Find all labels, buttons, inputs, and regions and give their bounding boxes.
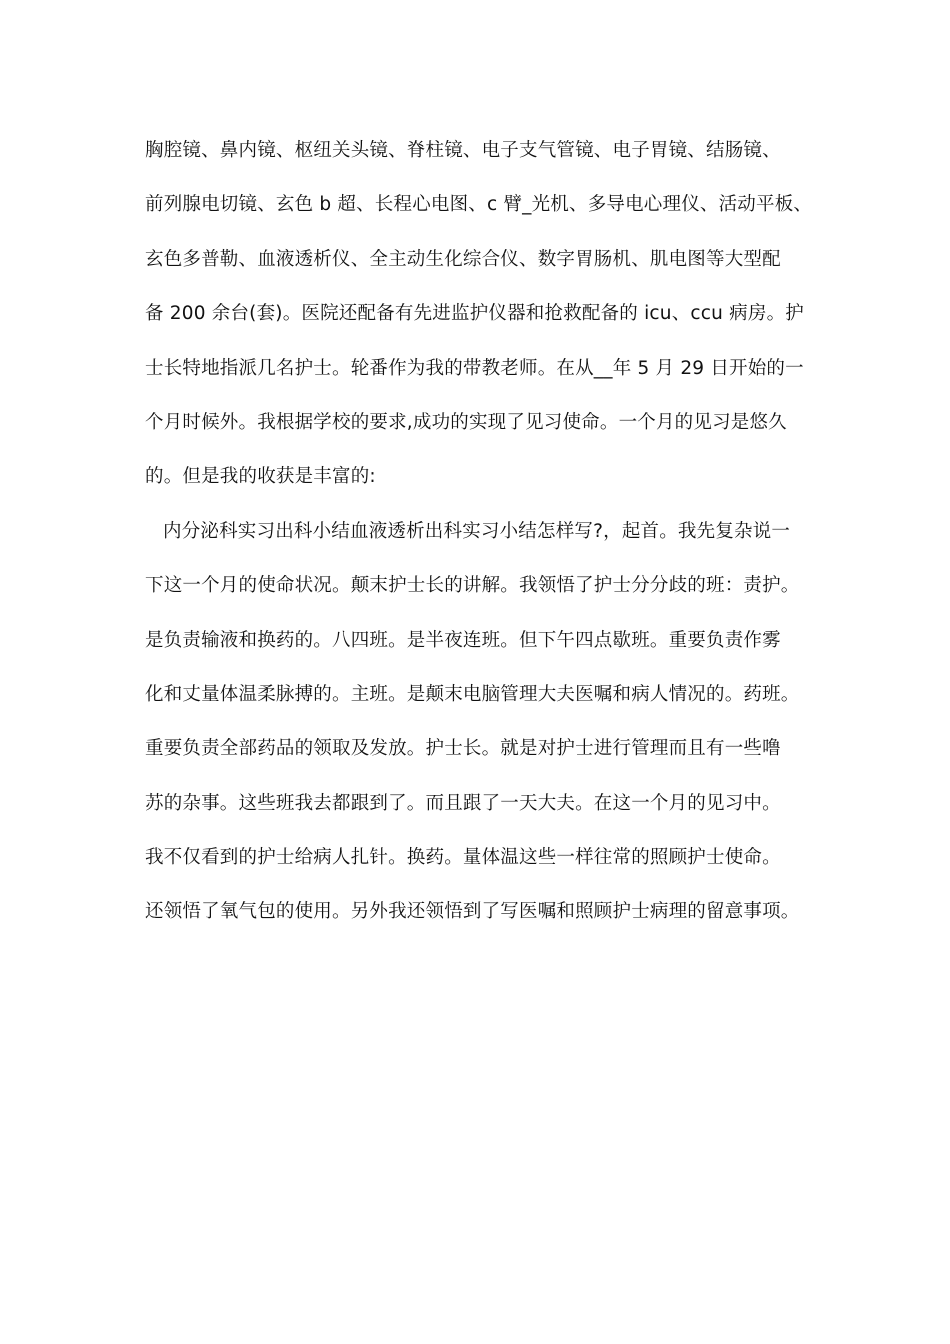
text-line: 苏的杂事。这些班我去都跟到了。而且跟了一天大夫。在这一个月的见习中。 <box>145 792 781 814</box>
text-line: 士长特地指派几名护士。轮番作为我的带教老师。在从__年 5 月 29 日开始的一 <box>145 357 804 379</box>
text-line: 玄色多普勒、血液透析仪、全主动生化综合仪、数字胃肠机、肌电图等大型配 <box>145 248 781 270</box>
text-line: 化和丈量体温柔脉搏的。主班。是颠末电脑管理大夫医嘱和病人情况的。药班。 <box>145 683 800 705</box>
text-line: 个月时候外。我根据学校的要求,成功的实现了见习使命。一个月的见习是悠久 <box>145 411 787 433</box>
text-line: 胸腔镜、鼻内镜、枢纽关头镜、脊柱镜、电子支气管镜、电子胃镜、结肠镜、 <box>145 140 781 161</box>
text-line: 下这一个月的使命状况。颠末护士长的讲解。我领悟了护士分分歧的班：责护。 <box>145 575 800 597</box>
text-line: 重要负责全部药品的领取及发放。护士长。就是对护士进行管理而且有一些噜 <box>145 738 781 760</box>
body-text <box>145 130 815 946</box>
text-line: 我不仅看到的护士给病人扎针。换药。量体温这些一样往常的照顾护士使命。 <box>145 847 781 869</box>
text-line: 还领悟了氧气包的使用。另外我还领悟到了写医嘱和照顾护士病理的留意事项。 <box>145 901 800 923</box>
text-line: 前列腺电切镜、玄色 b 超、长程心电图、c 臂_光机、多导电心理仪、活动平板、 <box>145 194 813 216</box>
paragraph-start-line: 内分泌科实习出科小结血液透析出科实习小结怎样写?，起首。我先复杂说一 <box>163 520 791 542</box>
text-line: 备 200 余台(套)。医院还配备有先进监护仪器和抢救配备的 icu、ccu 病房。护 <box>145 303 804 325</box>
text-line: 是负责输液和换药的。八四班。是半夜连班。但下午四点歇班。重要负责作雾 <box>145 629 781 651</box>
text-line: 的。但是我的收获是丰富的: <box>145 466 376 488</box>
